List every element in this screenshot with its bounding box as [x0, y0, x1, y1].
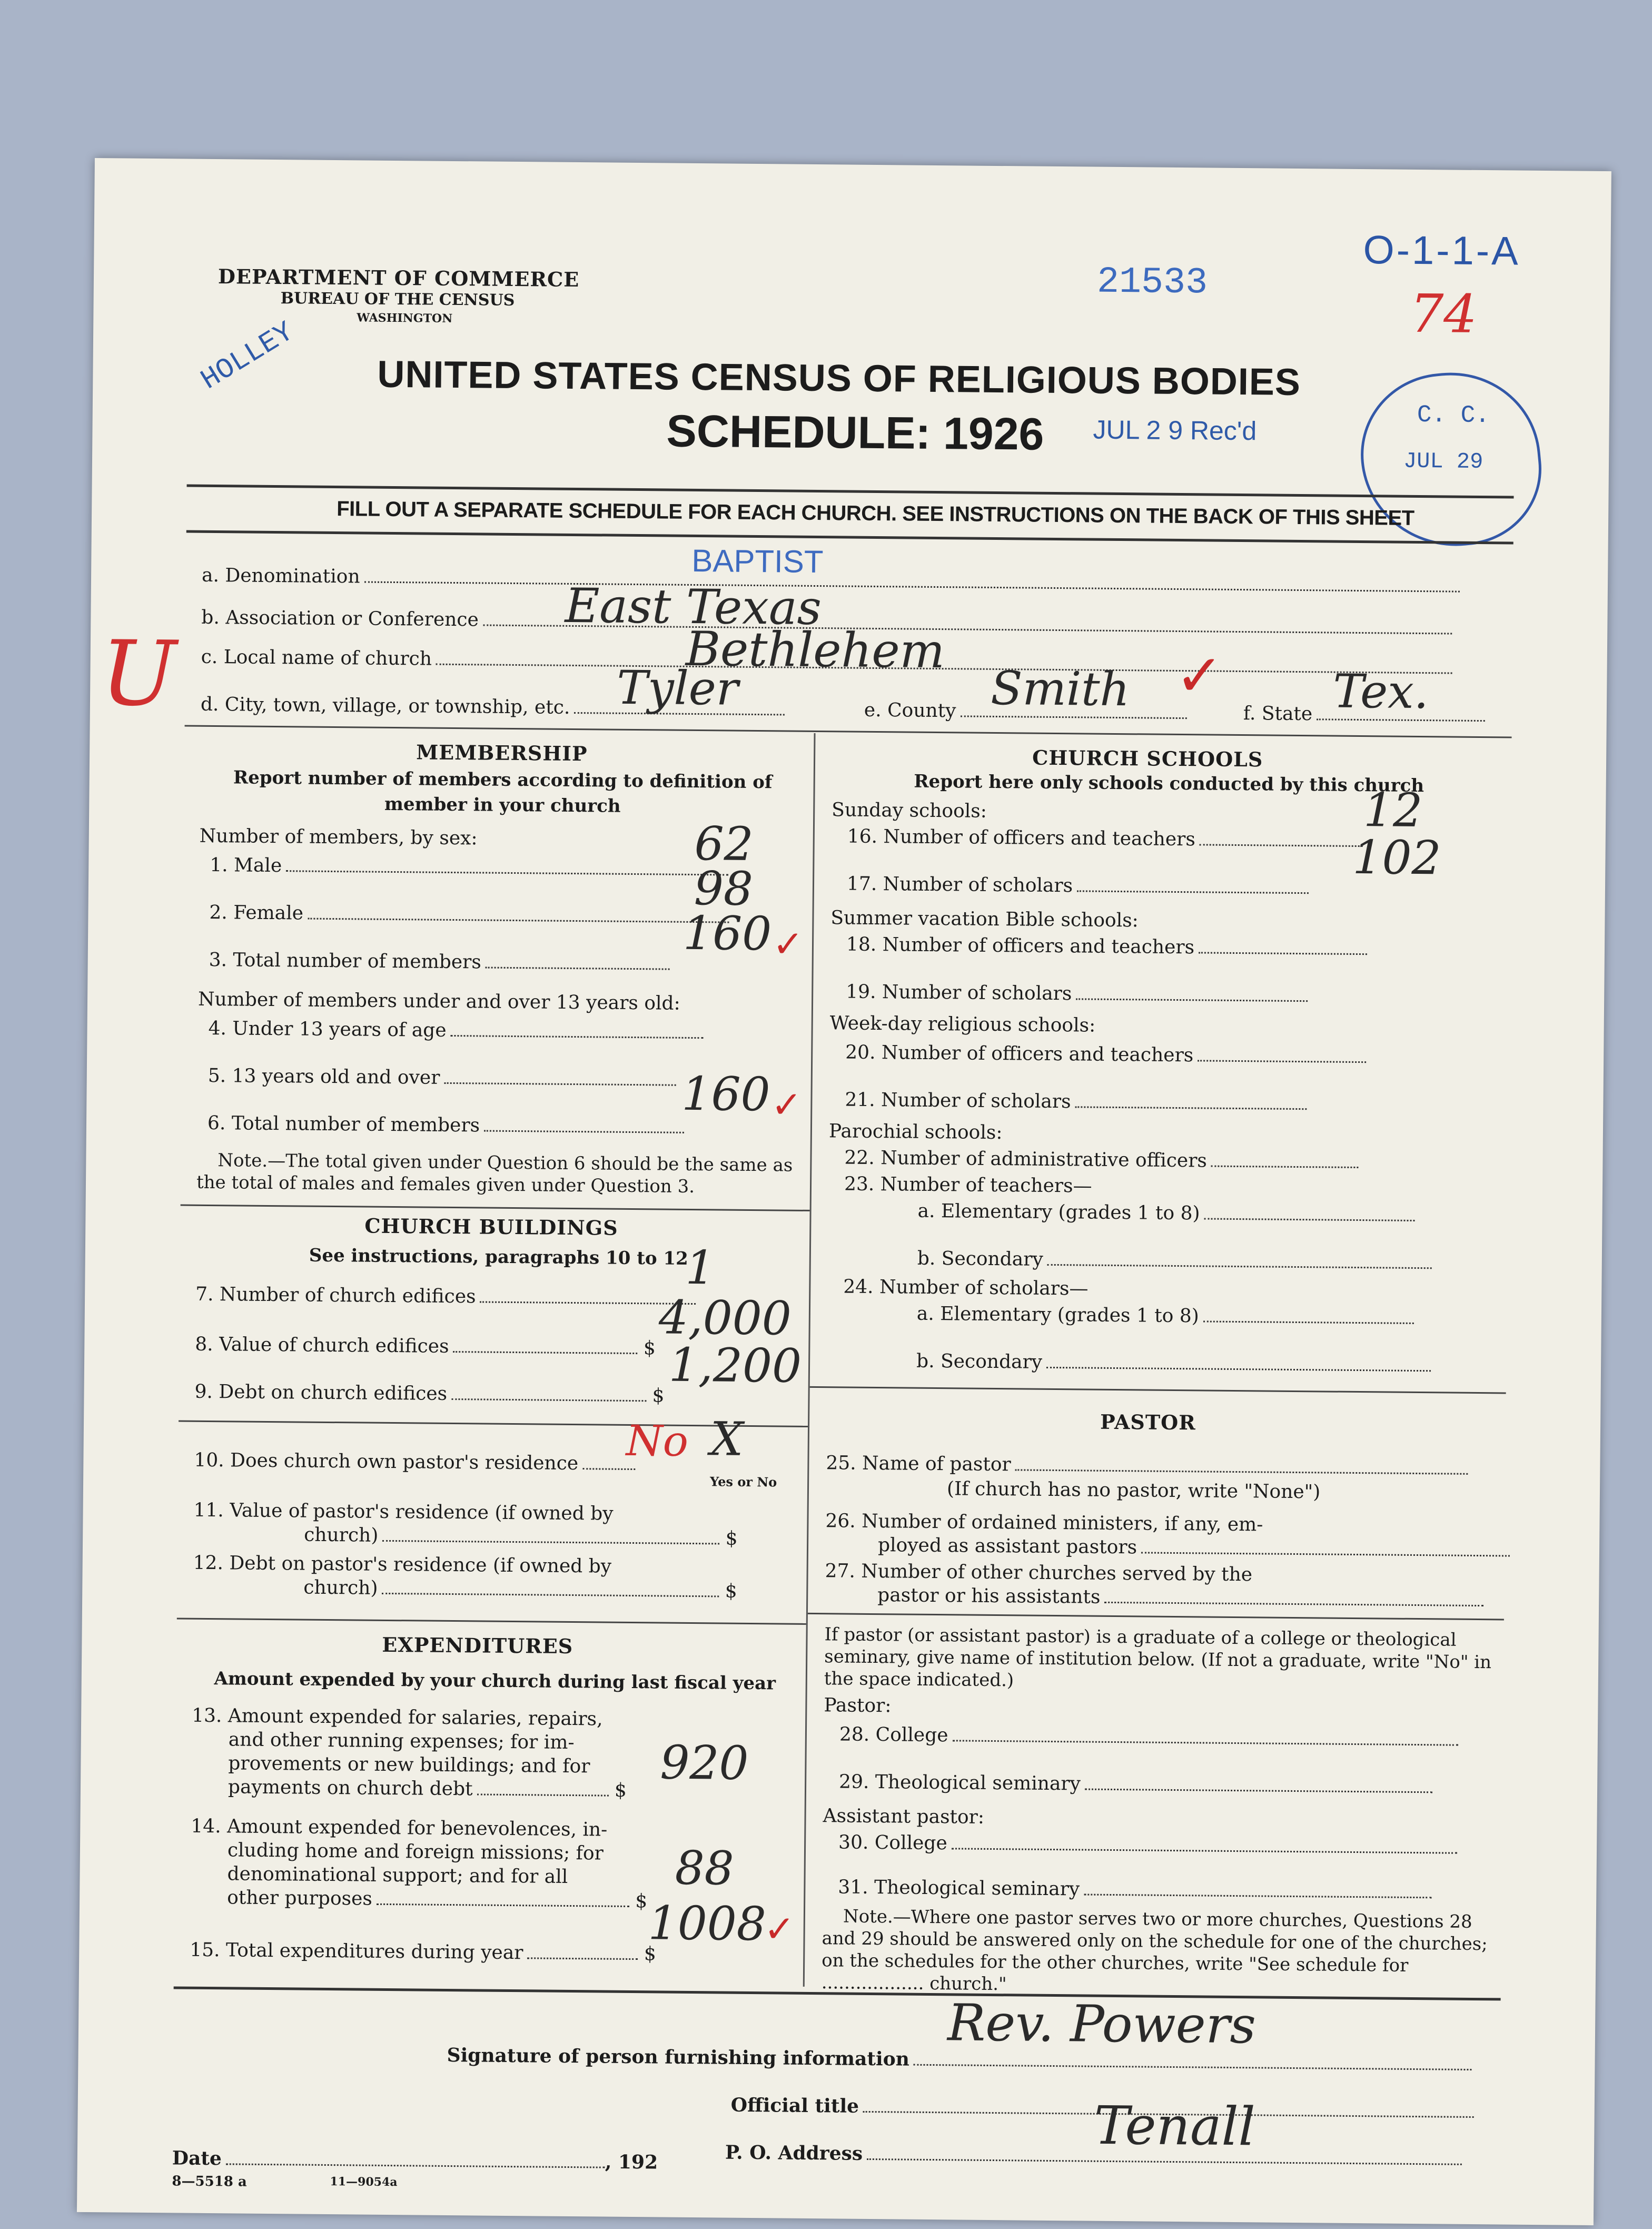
total-by-age-label: 6. Total number of members [207, 1112, 480, 1137]
fill-out-instruction: FILL OUT A SEPARATE SCHEDULE FOR EACH CHURCH. SEE INSTRUCTIONS ON THE BACK OF THIS SHEET [337, 497, 1414, 530]
by-sex-intro: Number of members, by sex: [199, 825, 478, 850]
female-row [209, 902, 729, 928]
assistant-ministers-label: ployed as assistant pastors [877, 1534, 1137, 1559]
membership-rule [181, 1204, 810, 1211]
summer-officers-row [846, 934, 1367, 960]
state-value: Tex. [1332, 664, 1429, 719]
running-expenses-dollar: $ [614, 1779, 627, 1801]
sunday-scholars-value: 102 [1352, 830, 1441, 885]
membership-note: Note.—The total given under Question 6 should be the same as the total of males and females given under Question 3. [196, 1150, 793, 1198]
washington-heading: WASHINGTON [357, 311, 453, 326]
running-expenses-value: 920 [660, 1735, 749, 1790]
residence-value-row-a: 11. Value of pastor's residence (if owned by [193, 1499, 614, 1525]
form-title: UNITED STATES CENSUS OF RELIGIOUS BODIES [377, 353, 1301, 403]
running-expenses-b: and other running expenses; for im- [228, 1729, 575, 1754]
pastor-college-row [839, 1723, 1458, 1750]
total-by-age-value: 160 [681, 1066, 770, 1122]
graduate-note: If pastor (or assistant pastor) is a graduate of a college or theological seminary, give name of institution below. (If not a graduate, write "No" in the space indicated.) [824, 1624, 1492, 1691]
file-number-stamp: 21533 [1096, 261, 1208, 304]
county-label: e. County [864, 699, 956, 722]
other-churches-a: 27. Number of other churches served by the [825, 1560, 1253, 1586]
running-expenses-d [228, 1776, 627, 1801]
benevolences-d [227, 1887, 647, 1912]
denomination-row [202, 565, 1460, 597]
total-members-checkmark: ✓ [772, 922, 804, 966]
summer-officers-label: 18. Number of officers and teachers [846, 933, 1195, 959]
total-expenditures-checkmark: ✓ [764, 1907, 795, 1951]
header-rule-top [187, 485, 1514, 499]
summer-scholars-label: 19. Number of scholars [846, 981, 1072, 1005]
cc-stamp-label: C. C. [1417, 401, 1490, 430]
teachers-elementary-label: a. Elementary (grades 1 to 8) [917, 1200, 1200, 1225]
church-name-value: Bethlehem [685, 621, 945, 679]
edifices-debt-dollar: $ [652, 1385, 665, 1407]
schools-rule [810, 1386, 1506, 1394]
total-by-age-row [207, 1112, 684, 1138]
schools-heading: CHURCH SCHOOLS [1032, 745, 1263, 772]
edifices-value-label: 8. Value of church edifices [195, 1333, 449, 1357]
edifices-value-row [195, 1334, 656, 1359]
sunday-officers-row [847, 826, 1363, 852]
weekday-scholars-row [845, 1089, 1307, 1114]
pastor-rule [808, 1613, 1504, 1621]
cc-stamp-date: JUL 29 [1403, 448, 1483, 475]
county-checkmark: ✓ [1174, 641, 1224, 709]
benevolences-value: 88 [675, 1840, 735, 1896]
other-churches-label: pastor or his assistants [877, 1584, 1101, 1608]
city-value: Tyler [616, 660, 739, 716]
section-rule [185, 725, 1512, 738]
assistant-college-label: 30. College [838, 1831, 947, 1855]
expenditures-subtitle: Amount expended by your church during last fiscal year [214, 1668, 776, 1694]
pastor-college-label: 28. College [839, 1723, 948, 1747]
assistant-seminary-row [838, 1876, 1431, 1903]
age-intro: Number of members under and over 13 years old: [197, 988, 680, 1014]
running-expenses-a: 13. Amount expended for salaries, repairs, [192, 1704, 603, 1730]
residence-value-dollar: $ [725, 1527, 738, 1550]
teachers-elementary-row [917, 1200, 1414, 1226]
red-number-mark: 74 [1410, 282, 1478, 345]
schedule-title: SCHEDULE: 1926 [666, 406, 1044, 460]
weekday-officers-label: 20. Number of officers and teachers [845, 1041, 1194, 1067]
running-expenses-label: payments on church debt [227, 1776, 473, 1800]
male-value: 62 [694, 816, 754, 871]
association-value: East Texas [565, 578, 822, 636]
pastor-name-row [826, 1452, 1468, 1480]
membership-heading: MEMBERSHIP [416, 740, 588, 766]
edifices-value-value: 4,000 [658, 1290, 792, 1346]
po-address-value: Tenall [1093, 2094, 1256, 2158]
pastor-seminary-label: 29. Theological seminary [838, 1771, 1081, 1795]
scholars-secondary-label: b. Secondary [916, 1350, 1043, 1373]
residence-debt-row-a: 12. Debt on pastor's residence (if owned by [193, 1552, 612, 1577]
column-divider [803, 733, 816, 1987]
department-heading: DEPARTMENT OF COMMERCE [217, 264, 580, 292]
official-title-label: Official title [730, 2094, 859, 2117]
residence-value-row-b [304, 1524, 738, 1550]
other-churches-b [877, 1584, 1484, 1611]
print-number: 11—9054a [330, 2175, 398, 2189]
pastor-name-note: (If church has no pastor, write "None") [946, 1478, 1321, 1503]
county-value: Smith [990, 660, 1130, 717]
owns-residence-row [194, 1449, 635, 1475]
benevolences-label: other purposes [227, 1887, 373, 1910]
female-label: 2. Female [209, 901, 304, 924]
sunday-schools-intro: Sunday schools: [832, 799, 987, 822]
teachers-secondary-label: b. Secondary [917, 1247, 1043, 1270]
edifices-debt-row [194, 1381, 664, 1407]
total-by-age-checkmark: ✓ [771, 1083, 803, 1127]
assistant-schooling-intro: Assistant pastor: [823, 1805, 985, 1828]
under-13-row [208, 1018, 703, 1043]
holley-stamp: HOLLEY [195, 316, 300, 397]
po-address-label: P. O. Address [725, 2141, 863, 2165]
total-expenditures-dollar: $ [644, 1943, 657, 1965]
benevolences-c: denominational support; and for all [227, 1863, 568, 1888]
parochial-schools-intro: Parochial schools: [828, 1120, 1003, 1144]
church-name-label: c. Local name of church [201, 646, 432, 670]
census-schedule-sheet [77, 158, 1611, 2225]
date-row [172, 2147, 658, 2173]
scholars-elementary-row [917, 1303, 1414, 1329]
buildings-rule [177, 1617, 806, 1624]
signature-value: Rev. Powers [947, 1993, 1257, 2055]
edifices-count-value: 1 [685, 1240, 716, 1295]
received-date-stamp: JUL 2 9 Rec'd [1093, 415, 1257, 446]
summer-scholars-row [846, 981, 1308, 1007]
admin-officers-label: 22. Number of administrative officers [844, 1147, 1208, 1172]
male-row [210, 854, 728, 881]
over-13-label: 5. 13 years old and over [207, 1064, 440, 1089]
benevolences-b: cluding home and foreign missions; for [227, 1839, 604, 1865]
header-rule-bottom [186, 530, 1513, 545]
sunday-scholars-label: 17. Number of scholars [846, 873, 1073, 897]
date-label: Date [172, 2147, 222, 2170]
form-number: 8—5518 a [172, 2173, 247, 2190]
total-members-label: 3. Total number of members [209, 949, 482, 973]
buildings-heading: CHURCH BUILDINGS [364, 1214, 618, 1240]
teachers-secondary-row [917, 1248, 1432, 1274]
bureau-heading: BUREAU OF THE CENSUS [280, 289, 515, 310]
edifices-debt-value: 1,200 [668, 1337, 802, 1393]
schools-subtitle: Report here only schools conducted by this church [914, 771, 1425, 797]
membership-subtitle: Report number of members according to definition of member in your church [233, 767, 773, 817]
scholars-elementary-label: a. Elementary (grades 1 to 8) [916, 1303, 1199, 1327]
red-margin-mark: U [100, 622, 177, 727]
state-label: f. State [1243, 703, 1313, 725]
expenditures-heading: EXPENDITURES [382, 1632, 573, 1659]
running-expenses-c: provements or new buildings; and for [228, 1752, 590, 1778]
signature-label: Signature of person furnishing information [447, 2044, 910, 2070]
female-value: 98 [694, 861, 754, 916]
benevolences-a: 14. Amount expended for benevolences, in- [191, 1815, 608, 1841]
residence-debt-dollar: $ [725, 1580, 737, 1602]
owns-residence-red-answer: No [626, 1416, 689, 1466]
assistant-seminary-label: 31. Theological seminary [838, 1876, 1080, 1900]
male-label: 1. Male [210, 854, 282, 877]
total-expenditures-value: 1008 [648, 1896, 767, 1951]
association-label: b. Association or Conference [201, 606, 479, 631]
weekday-officers-row [845, 1042, 1366, 1068]
pastor-heading: PASTOR [1100, 1409, 1196, 1435]
residence-value-label: church) [304, 1524, 379, 1546]
multiple-churches-note: Note.—Where one pastor serves two or more churches, Questions 28 and 29 should be answered only on the schedule for one of the churches; on the schedules for the other churches, write "See schedule for .................. church." [821, 1906, 1488, 1995]
weekday-scholars-label: 21. Number of scholars [845, 1089, 1071, 1113]
total-expenditures-row [190, 1939, 656, 1965]
edifices-count-label: 7. Number of church edifices [195, 1283, 476, 1308]
over-13-row [208, 1065, 676, 1091]
date-year: , 192 [605, 2151, 658, 2174]
pastor-name-label: 25. Name of pastor [826, 1452, 1011, 1476]
code-stamp: O-1-1-A [1363, 228, 1521, 274]
scholars-secondary-row [916, 1350, 1431, 1377]
yes-or-no-caption: Yes or No [709, 1474, 777, 1490]
total-members-value: 160 [682, 905, 772, 961]
denomination-stamp: BAPTIST [691, 543, 824, 580]
teachers-intro: 23. Number of teachers— [844, 1173, 1092, 1197]
assistant-ministers-b [878, 1534, 1510, 1561]
edifices-value-dollar: $ [643, 1337, 656, 1359]
summer-schools-intro: Summer vacation Bible schools: [830, 907, 1139, 932]
residence-debt-label: church) [303, 1576, 378, 1599]
residence-debt-row-b [303, 1577, 737, 1602]
sunday-officers-value: 12 [1363, 783, 1423, 838]
assistant-college-row [838, 1831, 1457, 1858]
admin-officers-row [844, 1147, 1359, 1173]
sunday-scholars-row [847, 873, 1309, 899]
assistant-ministers-a: 26. Number of ordained ministers, if any, em- [825, 1510, 1263, 1536]
pastor-seminary-row [839, 1771, 1432, 1798]
sunday-officers-label: 16. Number of officers and teachers [847, 825, 1195, 851]
pastor-schooling-intro: Pastor: [824, 1694, 892, 1717]
total-expenditures-label: 15. Total expenditures during year [190, 1939, 523, 1964]
owns-residence-value: X [710, 1412, 744, 1466]
under-13-label: 4. Under 13 years of age [208, 1017, 447, 1041]
scholars-intro: 24. Number of scholars— [843, 1276, 1089, 1300]
edifices-debt-label: 9. Debt on church edifices [194, 1380, 448, 1405]
benevolences-dollar: $ [635, 1890, 648, 1912]
city-label: d. City, town, village, or township, etc. [200, 693, 570, 718]
buildings-subtitle: See instructions, paragraphs 10 to 12 [309, 1245, 688, 1269]
total-members-row [209, 949, 670, 975]
edifices-count-row [195, 1284, 696, 1309]
owns-residence-label: 10. Does church own pastor's residence [194, 1449, 579, 1475]
denomination-label: a. Denomination [201, 564, 360, 588]
weekday-schools-intro: Week-day religious schools: [829, 1012, 1096, 1037]
